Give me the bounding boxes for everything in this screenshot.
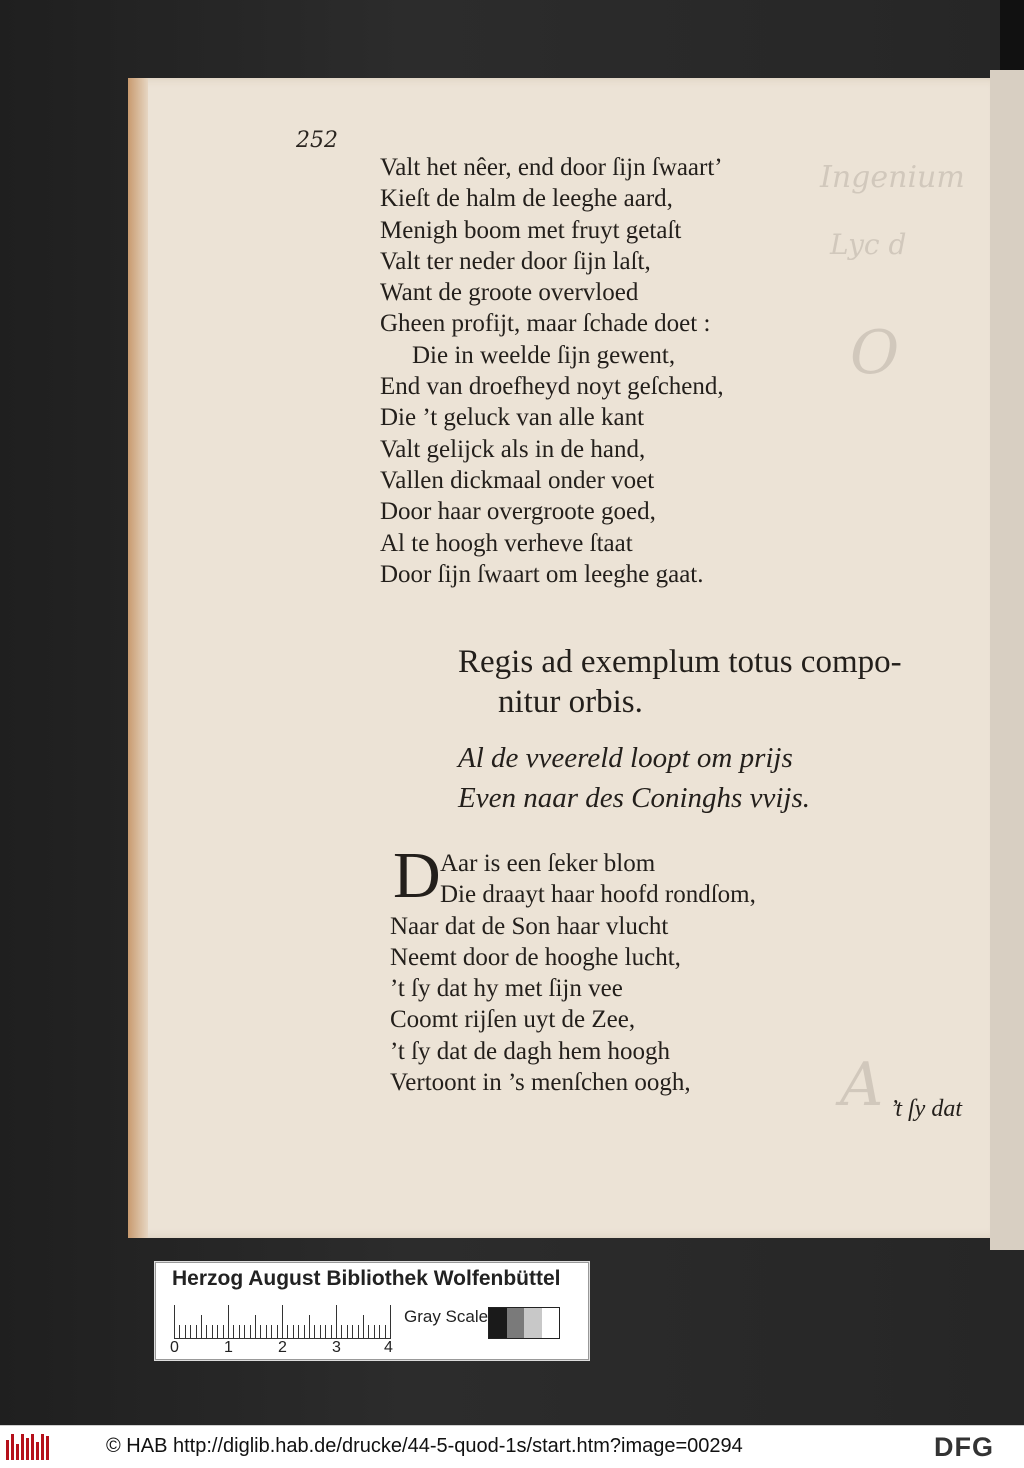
- poem-line: Gheen profijt, maar ſchade doet :: [380, 310, 711, 338]
- ruler-tick: [368, 1325, 369, 1339]
- catchword: ’t ſy dat: [890, 1096, 962, 1122]
- poem-stanza-bottom: [390, 839, 756, 1098]
- ruler: [174, 1303, 390, 1339]
- show-through-ink: Lyc d: [830, 228, 907, 261]
- ruler-tick: [244, 1325, 245, 1339]
- ruler-tick: [228, 1305, 229, 1339]
- ruler-tick: [331, 1325, 332, 1339]
- ruler-tick: [325, 1325, 326, 1339]
- ruler-tick: [255, 1315, 256, 1339]
- ruler-tick: [379, 1325, 380, 1339]
- poem-stanza-top: [380, 152, 724, 590]
- motto-line: Even naar des Coninghs vvijs.: [458, 782, 810, 814]
- poem-line: Naar dat de Son haar vlucht: [390, 912, 669, 940]
- ruler-tick: [179, 1325, 180, 1339]
- ruler-tick: [239, 1325, 240, 1339]
- gray-swatch: [542, 1308, 560, 1338]
- facing-page-edge: [990, 70, 1024, 1250]
- ruler-tick: [347, 1325, 348, 1339]
- page-gutter-shadow: [128, 78, 148, 1238]
- gray-scale-label: Gray Scale: [404, 1307, 489, 1326]
- ruler-tick: [314, 1325, 315, 1339]
- heading-line: nitur orbis.: [498, 684, 643, 720]
- poem-line: Coomt rijſen uyt de Zee,: [390, 1006, 636, 1034]
- ruler-tick: [374, 1325, 375, 1339]
- ruler-tick: [174, 1305, 175, 1339]
- poem-line: End van droefheyd noyt geſchend,: [380, 373, 724, 401]
- ruler-tick: [266, 1325, 267, 1339]
- poem-line: Die draayt haar hoofd rondſom,: [440, 881, 756, 909]
- show-through-ink: O: [850, 318, 900, 388]
- dfg-logo: DFG: [934, 1432, 994, 1462]
- poem-line: Die ’t geluck van alle kant: [380, 404, 645, 432]
- poem-line: Vallen dickmaal onder voet: [380, 466, 655, 494]
- ruler-tick: [217, 1325, 218, 1339]
- ruler-number: 1: [224, 1339, 233, 1356]
- ruler-tick: [304, 1325, 305, 1339]
- ruler-tick: [271, 1325, 272, 1339]
- ruler-number: 2: [278, 1339, 287, 1356]
- show-through-ink: Ingenium: [820, 160, 965, 195]
- drop-cap: D: [393, 839, 441, 912]
- poem-line: Vertoont in ’s menſchen oogh,: [390, 1069, 691, 1097]
- ruler-tick: [250, 1325, 251, 1339]
- ruler-number: 3: [332, 1339, 341, 1356]
- ruler-tick: [260, 1325, 261, 1339]
- emblem-motto: [458, 738, 810, 818]
- poem-line: Kieſt de halm de leeghe aard,: [380, 185, 673, 213]
- copyright-link[interactable]: © HAB http://diglib.hab.de/drucke/44-5-quod-1s/start.htm?image=00294: [106, 1435, 743, 1457]
- gray-swatch: [489, 1308, 507, 1338]
- poem-line: Die in weelde ſijn gewent,: [412, 341, 676, 369]
- ruler-tick: [385, 1325, 386, 1339]
- ruler-tick: [190, 1325, 191, 1339]
- ruler-tick: [233, 1325, 234, 1339]
- ruler-tick: [358, 1325, 359, 1339]
- ruler-tick: [223, 1325, 224, 1339]
- ruler-tick: [206, 1325, 207, 1339]
- poem-line: ’t ſy dat de dagh hem hoogh: [390, 1037, 671, 1065]
- poem-line: ’t ſy dat hy met ſijn vee: [390, 975, 623, 1003]
- viewer-footer: [0, 1425, 1024, 1468]
- emblem-heading: [458, 642, 902, 722]
- heading-line: Regis ad exemplum totus compo-: [458, 644, 902, 680]
- ruler-tick: [298, 1325, 299, 1339]
- poem-line: Neemt door de hooghe lucht,: [390, 943, 681, 971]
- gray-swatch: [507, 1308, 525, 1338]
- gray-scale-swatches: [488, 1307, 560, 1339]
- poem-line: Valt ter neder door ſijn laſt,: [380, 247, 651, 275]
- poem-line: Al te hoogh verheve ſtaat: [380, 529, 633, 557]
- library-name: Herzog August Bibliothek Wolfenbüttel: [172, 1267, 561, 1290]
- ruler-tick: [282, 1305, 283, 1339]
- scan-dark-corner: [1000, 0, 1024, 72]
- poem-line: Aar is een ſeker blom: [440, 850, 656, 877]
- poem-line: Door ſijn ſwaart om leeghe gaat.: [380, 560, 704, 588]
- ruler-number: 0: [170, 1339, 179, 1356]
- hab-logo-icon: [6, 1434, 50, 1460]
- poem-line: Valt het nêer, end door ſijn ſwaart’: [380, 154, 723, 181]
- show-through-ink: A: [840, 1050, 884, 1120]
- poem-line: Menigh boom met fruyt getaſt: [380, 216, 682, 244]
- ruler-tick: [309, 1315, 310, 1339]
- ruler-tick: [293, 1325, 294, 1339]
- ruler-tick: [336, 1305, 337, 1339]
- ruler-tick: [363, 1315, 364, 1339]
- ruler-tick: [212, 1325, 213, 1339]
- ruler-tick: [341, 1325, 342, 1339]
- gray-swatch: [524, 1308, 542, 1338]
- poem-line: Valt gelijck als in de hand,: [380, 435, 646, 463]
- color-scale-card: [155, 1262, 589, 1360]
- motto-line: Al de vveereld loopt om prijs: [458, 742, 793, 774]
- poem-line: Door haar overgroote goed,: [380, 498, 656, 526]
- ruler-tick: [352, 1325, 353, 1339]
- ruler-tick: [390, 1305, 391, 1339]
- poem-line: Want de groote overvloed: [380, 279, 639, 307]
- ruler-tick: [320, 1325, 321, 1339]
- ruler-tick: [201, 1315, 202, 1339]
- ruler-number: 4: [384, 1339, 393, 1356]
- ruler-tick: [277, 1325, 278, 1339]
- page-number: 252: [296, 128, 338, 153]
- ruler-tick: [287, 1325, 288, 1339]
- ruler-tick: [185, 1325, 186, 1339]
- ruler-tick: [196, 1325, 197, 1339]
